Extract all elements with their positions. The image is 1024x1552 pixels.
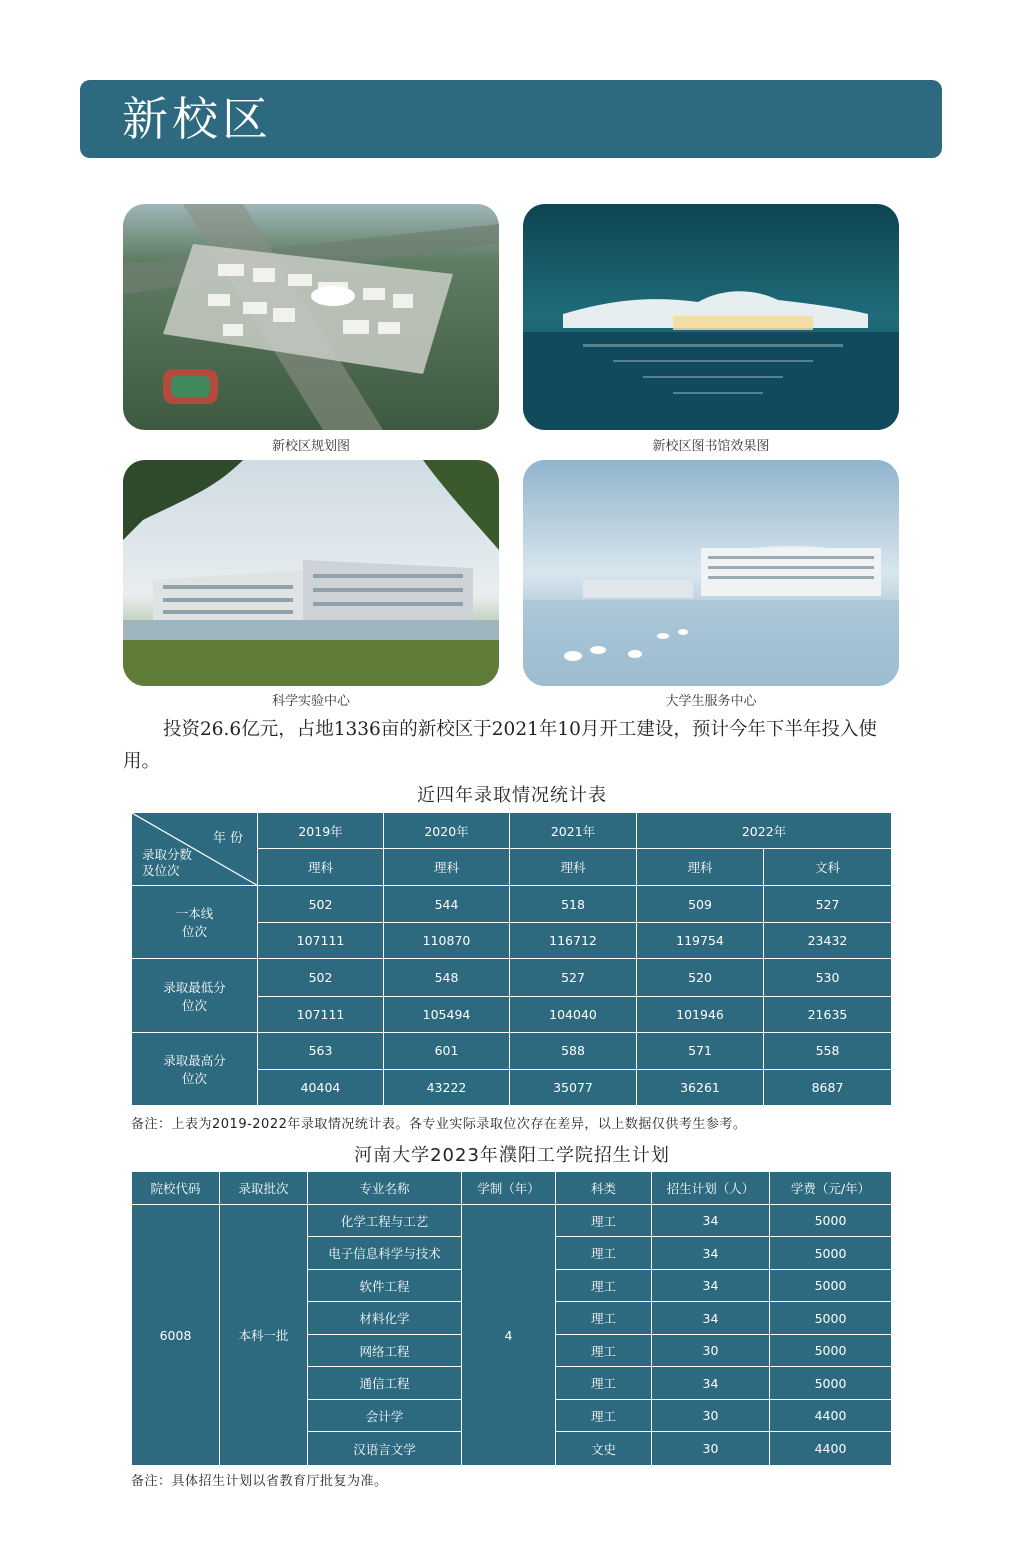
score-cell: 520 xyxy=(637,959,764,996)
major-cell: 会计学 xyxy=(308,1400,462,1432)
column-header: 专业名称 xyxy=(308,1172,462,1205)
campus-aerial-image xyxy=(123,204,499,430)
quota-cell: 34 xyxy=(652,1367,770,1400)
science-center-image xyxy=(123,460,499,686)
plan-table-note: 备注：具体招生计划以省教育厅批复为准。 xyxy=(131,1474,388,1489)
quota-cell: 30 xyxy=(652,1335,770,1367)
score-cell: 601 xyxy=(384,1032,510,1069)
fee-cell: 5000 xyxy=(770,1367,892,1400)
rank-cell: 110870 xyxy=(384,923,510,959)
subject-header: 理科 xyxy=(510,849,637,886)
photo-caption: 科学实验中心 xyxy=(271,694,350,709)
major-cell: 化学工程与工艺 xyxy=(308,1205,462,1237)
plan-table xyxy=(131,1171,892,1466)
subject-header: 理科 xyxy=(258,849,384,886)
score-cell: 588 xyxy=(510,1032,637,1069)
group-label: 一本线 位次 xyxy=(132,886,258,959)
plan-table-title: 河南大学2023年濮阳工学院招生计划 xyxy=(354,1145,670,1166)
category-cell: 理工 xyxy=(556,1335,652,1367)
score-cell: 509 xyxy=(637,886,764,923)
column-header: 招生计划（人） xyxy=(652,1172,770,1205)
score-cell: 548 xyxy=(384,959,510,996)
subject-header: 文科 xyxy=(764,849,892,886)
section-title: 新校区 xyxy=(122,92,272,146)
duration-cell: 4 xyxy=(462,1205,556,1466)
quota-cell: 30 xyxy=(652,1400,770,1432)
major-cell: 通信工程 xyxy=(308,1367,462,1400)
rank-cell: 21635 xyxy=(764,996,892,1032)
admission-table-note: 备注：上表为2019-2022年录取情况统计表。各专业实际录取位次存在差异，以上数据仅供考生参考。 xyxy=(131,1117,747,1132)
category-cell: 理工 xyxy=(556,1302,652,1335)
fee-cell: 5000 xyxy=(770,1270,892,1302)
corner-year-label: 年 份 xyxy=(212,831,243,846)
score-cell: 518 xyxy=(510,886,637,923)
rank-cell: 36261 xyxy=(637,1069,764,1105)
corner-score-label: 录取分数 及位次 xyxy=(142,847,193,879)
fee-cell: 4400 xyxy=(770,1400,892,1432)
column-header: 院校代码 xyxy=(132,1172,220,1205)
column-header: 录取批次 xyxy=(220,1172,308,1205)
rank-cell: 8687 xyxy=(764,1069,892,1105)
major-cell: 网络工程 xyxy=(308,1335,462,1367)
score-cell: 502 xyxy=(258,886,384,923)
quota-cell: 34 xyxy=(652,1270,770,1302)
column-header: 科类 xyxy=(556,1172,652,1205)
admission-table-title: 近四年录取情况统计表 xyxy=(417,785,607,806)
column-header: 学费（元/年） xyxy=(770,1172,892,1205)
major-cell: 电子信息科学与技术 xyxy=(308,1237,462,1270)
quota-cell: 34 xyxy=(652,1237,770,1270)
year-header: 2020年 xyxy=(384,813,510,849)
category-cell: 理工 xyxy=(556,1270,652,1302)
fee-cell: 5000 xyxy=(770,1302,892,1335)
group-label: 录取最低分 位次 xyxy=(132,959,258,1032)
rank-cell: 35077 xyxy=(510,1069,637,1105)
student-service-center-image xyxy=(523,460,899,686)
category-cell: 理工 xyxy=(556,1237,652,1270)
score-cell: 530 xyxy=(764,959,892,996)
fee-cell: 4400 xyxy=(770,1432,892,1466)
major-cell: 汉语言文学 xyxy=(308,1432,462,1466)
rank-cell: 116712 xyxy=(510,923,637,959)
score-cell: 571 xyxy=(637,1032,764,1069)
rank-cell: 43222 xyxy=(384,1069,510,1105)
batch-cell: 本科一批 xyxy=(220,1205,308,1466)
rank-cell: 23432 xyxy=(764,923,892,959)
admission-table xyxy=(131,812,892,1106)
score-cell: 563 xyxy=(258,1032,384,1069)
rank-cell: 40404 xyxy=(258,1069,384,1105)
fee-cell: 5000 xyxy=(770,1205,892,1237)
year-header: 2021年 xyxy=(510,813,637,849)
score-cell: 558 xyxy=(764,1032,892,1069)
section-banner xyxy=(80,80,942,158)
year-header: 2022年 xyxy=(637,813,892,849)
fee-cell: 5000 xyxy=(770,1237,892,1270)
photo-caption: 新校区规划图 xyxy=(271,439,350,454)
score-cell: 527 xyxy=(510,959,637,996)
score-cell: 502 xyxy=(258,959,384,996)
table-corner-header xyxy=(132,813,258,886)
intro-paragraph: 投资26.6亿元，占地1336亩的新校区于2021年10月开工建设，预计今年下半年投入使用。 xyxy=(123,719,877,772)
quota-cell: 34 xyxy=(652,1302,770,1335)
rank-cell: 119754 xyxy=(637,923,764,959)
quota-cell: 34 xyxy=(652,1205,770,1237)
category-cell: 理工 xyxy=(556,1205,652,1237)
photo-caption: 新校区图书馆效果图 xyxy=(652,439,770,454)
group-label: 录取最高分 位次 xyxy=(132,1032,258,1105)
year-header: 2019年 xyxy=(258,813,384,849)
subject-header: 理科 xyxy=(637,849,764,886)
photo-caption: 大学生服务中心 xyxy=(665,694,757,709)
column-header: 学制（年） xyxy=(462,1172,556,1205)
rank-cell: 104040 xyxy=(510,996,637,1032)
subject-header: 理科 xyxy=(384,849,510,886)
category-cell: 理工 xyxy=(556,1400,652,1432)
library-rendering-image xyxy=(523,204,899,430)
category-cell: 理工 xyxy=(556,1367,652,1400)
school-code-cell: 6008 xyxy=(132,1205,220,1466)
rank-cell: 107111 xyxy=(258,996,384,1032)
category-cell: 文史 xyxy=(556,1432,652,1466)
score-cell: 544 xyxy=(384,886,510,923)
major-cell: 软件工程 xyxy=(308,1270,462,1302)
quota-cell: 30 xyxy=(652,1432,770,1466)
major-cell: 材料化学 xyxy=(308,1302,462,1335)
fee-cell: 5000 xyxy=(770,1335,892,1367)
rank-cell: 101946 xyxy=(637,996,764,1032)
score-cell: 527 xyxy=(764,886,892,923)
rank-cell: 107111 xyxy=(258,923,384,959)
rank-cell: 105494 xyxy=(384,996,510,1032)
